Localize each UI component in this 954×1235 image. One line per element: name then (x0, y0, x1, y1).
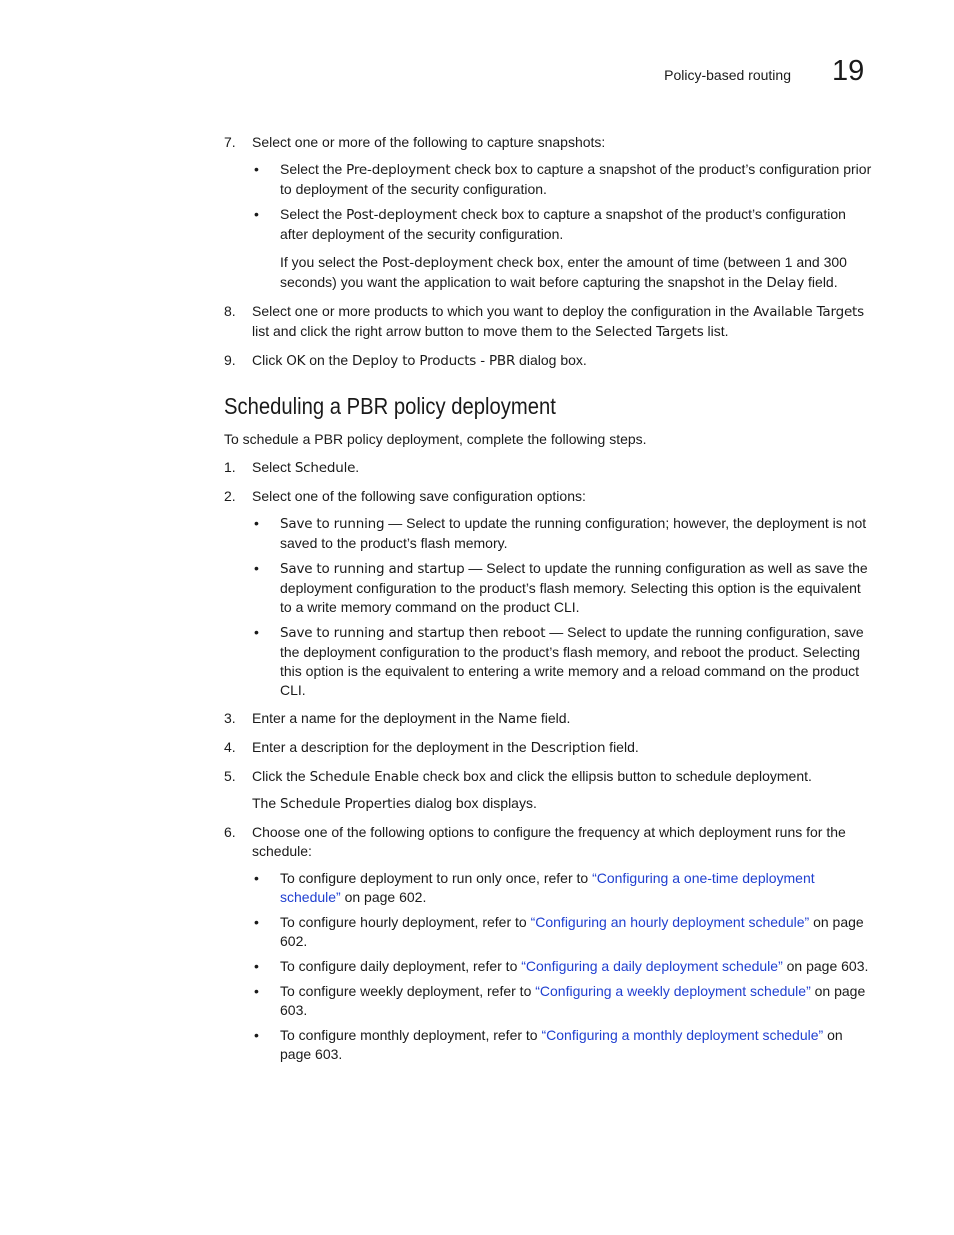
bullet-icon: • (254, 914, 259, 930)
ui-term: Name (497, 711, 537, 727)
text: Select the (280, 161, 347, 177)
text: Enter a name for the deployment in the (252, 710, 498, 726)
text: field. (605, 739, 639, 755)
list-item (252, 913, 874, 951)
ui-term: Save to running and startup then reboot (280, 625, 546, 641)
section-heading: Scheduling a PBR policy deployment (224, 393, 556, 419)
intro-paragraph: To schedule a PBR policy deployment, complete the following steps. (224, 431, 647, 447)
step-number: 6. (224, 824, 236, 840)
bullet-list (252, 869, 874, 1064)
text: on page 603. (280, 983, 866, 1018)
text: Click the (252, 768, 310, 784)
note-paragraph (280, 253, 874, 293)
text: Click (252, 352, 287, 368)
bullet-list (252, 160, 874, 293)
text: check box and click the ellipsis button to schedule deployment. (418, 768, 812, 784)
text: on page 603. (280, 1027, 843, 1062)
ui-term: Pre-deployment (346, 162, 451, 178)
text: on page 603. (782, 958, 869, 974)
xref-link-one-time[interactable]: “Configuring a one-time deployment schedule” (280, 870, 815, 905)
step-text: Select one of the following save configuration options: (252, 488, 586, 504)
bullet-icon: • (254, 983, 259, 999)
text: check box, enter the amount of time (between 1 and 300 seconds) you want the application to wait before capturing the snapshot in the (280, 254, 847, 290)
step-text: Choose one of the following options to configure the frequency at which deployment runs for the schedule: (252, 824, 846, 859)
list-item (252, 1026, 874, 1064)
text: If you select the (280, 254, 382, 270)
list-item (252, 957, 874, 976)
ui-term: Available Targets (753, 304, 864, 320)
text: Select (252, 459, 295, 475)
text: To configure daily deployment, refer to (280, 958, 522, 974)
text: on page 602. (340, 889, 427, 905)
bullet-icon: • (254, 560, 259, 576)
step-number: 1. (224, 459, 236, 475)
bullet-icon: • (254, 870, 259, 886)
text: Select one or more products to which you want to deploy the configuration in the (252, 303, 754, 319)
text: The (252, 795, 281, 811)
ui-term: Selected Targets (595, 324, 704, 340)
text: on page 602. (280, 914, 864, 949)
step-2 (224, 487, 874, 700)
ui-term: OK (286, 353, 306, 369)
bullet-icon: • (254, 161, 259, 177)
list-item (252, 559, 874, 617)
list-item (252, 869, 874, 907)
step-5 (224, 767, 874, 787)
xref-link-daily[interactable]: “Configuring a daily deployment schedule” (521, 958, 783, 974)
xref-link-weekly[interactable]: “Configuring a weekly deployment schedule” (535, 983, 811, 999)
bullet-icon: • (254, 515, 259, 531)
step-6 (224, 823, 874, 1064)
text: — Select to update the running configuration as well as save the deployment configuration to the product’s flash memory. Selecting this option is the equivalent to a write memory command on the product CLI. (280, 560, 868, 615)
step-3 (224, 709, 874, 729)
ui-term: Post-deployment (381, 255, 493, 271)
document-body (224, 133, 874, 1073)
section-title: Policy-based routing (664, 67, 791, 83)
step-number: 4. (224, 739, 236, 755)
bullet-list (252, 514, 874, 700)
ui-term: Description (530, 740, 606, 756)
step-text: Select one or more of the following to capture snapshots: (252, 134, 606, 150)
ui-term: Schedule Enable (309, 769, 419, 785)
page-header (0, 55, 954, 95)
text: check box to capture a snapshot of the product’s configuration after deployment of the security configuration. (280, 206, 846, 242)
list-item (252, 623, 874, 700)
step-number: 2. (224, 488, 236, 504)
step-5-note (224, 794, 874, 814)
text: — Select to update the running configuration; however, the deployment is not saved to the product’s flash memory. (280, 515, 867, 551)
bullet-icon: • (254, 1027, 259, 1043)
text: dialog box. (515, 352, 587, 368)
text: check box to capture a snapshot of the product’s configuration prior to deployment of the security configuration. (280, 161, 872, 197)
list-item (252, 205, 874, 293)
step-number: 7. (224, 134, 236, 150)
list-item (252, 160, 874, 199)
text: Select the (280, 206, 347, 222)
step-number: 9. (224, 352, 236, 368)
xref-link-monthly[interactable]: “Configuring a monthly deployment schedule” (541, 1027, 824, 1043)
ui-term: Save to running (280, 516, 385, 532)
step-8 (224, 302, 874, 342)
text: list. (703, 323, 729, 339)
step-1 (224, 458, 874, 478)
text: Enter a description for the deployment in the (252, 739, 531, 755)
text: dialog box displays. (410, 795, 537, 811)
text: list and click the right arrow button to move them to the (252, 323, 596, 339)
step-number: 3. (224, 710, 236, 726)
bullet-icon: • (254, 206, 259, 222)
step-7 (224, 133, 874, 293)
ui-term: Delay (766, 275, 805, 291)
step-4 (224, 738, 874, 758)
text: To configure hourly deployment, refer to (280, 914, 531, 930)
bullet-icon: • (254, 958, 259, 974)
text: on the (305, 352, 353, 368)
bullet-icon: • (254, 624, 259, 640)
ui-term: Post-deployment (346, 207, 458, 223)
list-item (252, 982, 874, 1020)
ui-term: Schedule (294, 460, 356, 476)
step-number: 5. (224, 768, 236, 784)
text: — Select to update the running configuration, save the deployment configuration to the product’s flash memory, and reboot the product. Selecting this option is the equivalent to entering a write memory and a reload command on the product CLI. (280, 624, 864, 698)
text: field. (536, 710, 571, 726)
text: To configure weekly deployment, refer to (280, 983, 536, 999)
ui-term: Schedule Properties (280, 796, 411, 812)
list-item (252, 514, 874, 553)
text: To configure monthly deployment, refer to (280, 1027, 542, 1043)
xref-link-hourly[interactable]: “Configuring an hourly deployment schedule” (530, 914, 810, 930)
ui-term: Deploy to Products - PBR (352, 353, 516, 369)
chapter-number: 19 (832, 55, 865, 87)
step-number: 8. (224, 303, 236, 319)
text: . (355, 459, 360, 475)
step-9 (224, 351, 874, 371)
ui-term: Save to running and startup (280, 561, 465, 577)
text: field. (804, 274, 838, 290)
text: To configure deployment to run only once, refer to (280, 870, 593, 886)
